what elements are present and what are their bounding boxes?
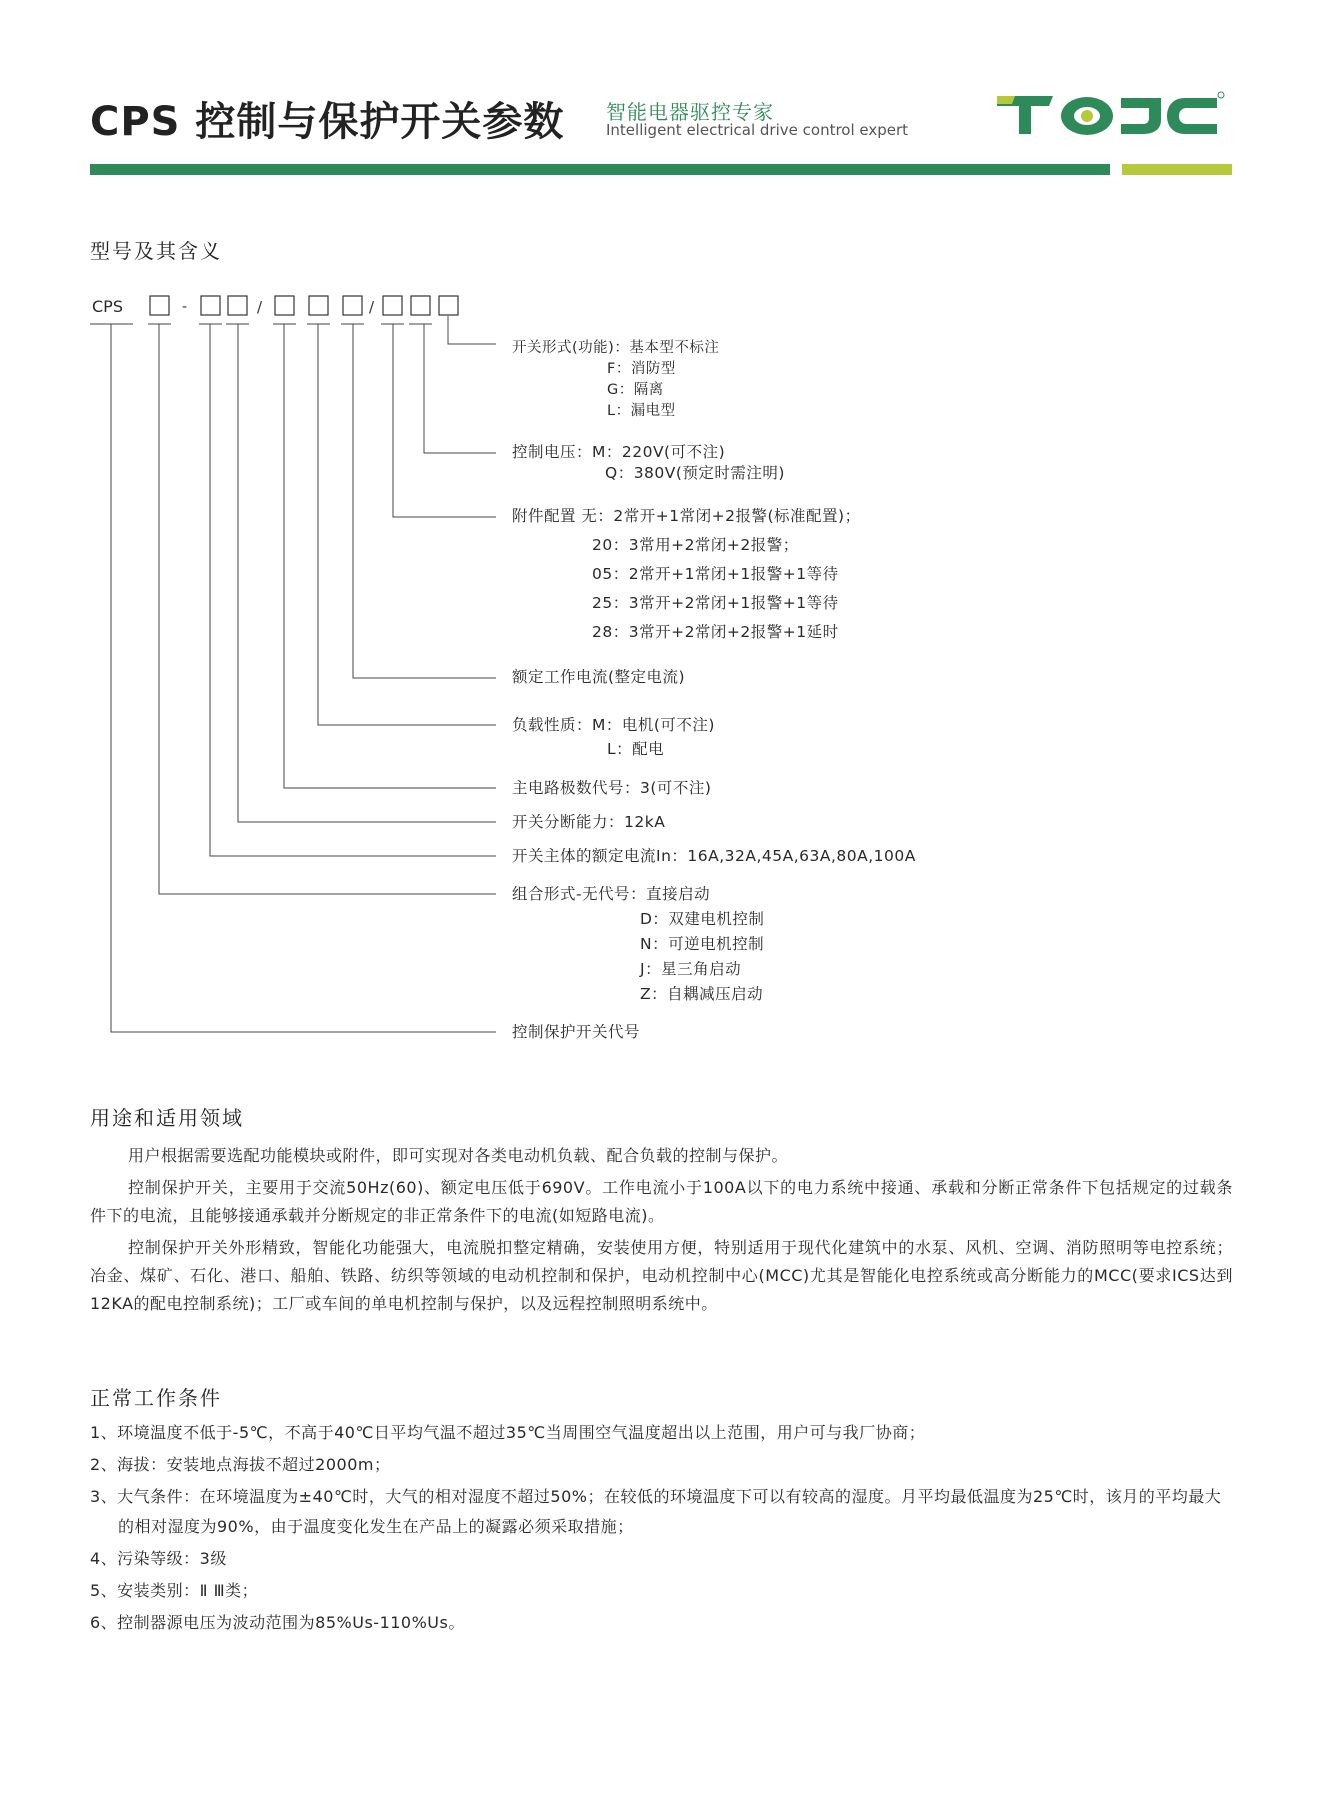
- label-combo-title: 组合形式-无代号：直接启动: [512, 885, 711, 903]
- label-code: 控制保护开关代号: [512, 1023, 641, 1041]
- condition-item-2: 2、海拔：安装地点海拔不超过2000m；: [90, 1455, 391, 1474]
- slogan-en: Intelligent electrical drive control expert: [606, 121, 909, 139]
- label-load-title: 负载性质：M：电机(可不注): [512, 716, 715, 734]
- condition-item-3: 3、大气条件：在环境温度为±40℃时，大气的相对湿度不超过50%；在较低的环境温度下可以有较高的湿度。月平均最低温度为25℃时，该月的平均最大的相对湿度为90%，由于温度变化发生在产品上的凝露必须采取措施；: [90, 1487, 1222, 1536]
- label-combo-d: D：双建电机控制: [640, 910, 765, 928]
- label-combo-z: Z：自耦减压启动: [640, 985, 764, 1003]
- label-volt-q: Q：380V(预定时需注明): [605, 464, 785, 482]
- condition-item-1: 1、环境温度不低于-5℃，不高于40℃日平均气温不超过35℃当周围空气温度超出以上范围，用户可与我厂协商；: [90, 1423, 926, 1442]
- slogan-cn: 智能电器驱控专家: [606, 100, 774, 124]
- label-combo-n: N：可逆电机控制: [640, 935, 765, 953]
- separator-dash: -: [182, 299, 188, 315]
- label-func-g: G：隔离: [607, 382, 664, 398]
- usage-paragraph-2: 控制保护开关，主要用于交流50Hz(60)、额定电压低于690V。工作电流小于100A以下的电力系统中接通、承载和分断正常条件下包括规定的过载条件下的电流，且能够接通承载并分断规定的非正常条件下的电流(如短路电流)。: [90, 1178, 1233, 1225]
- label-func-title: 开关形式(功能)：基本型不标注: [512, 340, 720, 356]
- condition-item-6: 6、控制器源电压为波动范围为85%Us-110%Us。: [90, 1613, 465, 1632]
- label-rated-current: 额定工作电流(整定电流): [512, 668, 686, 686]
- page-title: CPS 控制与保护开关参数: [90, 99, 565, 145]
- section-heading-conditions: 正常工作条件: [90, 1386, 222, 1410]
- section-heading-model: 型号及其含义: [90, 239, 222, 263]
- model-prefix: CPS: [92, 297, 123, 316]
- label-combo-j: J：星三角启动: [640, 960, 742, 978]
- label-acc-28: 28：3常开+2常闭+2报警+1延时: [592, 623, 839, 641]
- separator-slash-1: /: [257, 298, 263, 316]
- label-acc-25: 25：3常开+2常闭+1报警+1等待: [592, 594, 839, 612]
- label-breaking: 开关分断能力：12kA: [512, 813, 666, 831]
- label-poles: 主电路极数代号：3(可不注): [512, 779, 712, 797]
- label-load-l: L：配电: [607, 740, 665, 758]
- label-func-f: F：消防型: [607, 361, 676, 377]
- usage-paragraph-3: 控制保护开关外形精致，智能化功能强大，电流脱扣整定精确，安装使用方便，特别适用于现代化建筑中的水泵、风机、空调、消防照明等电控系统；冶金、煤矿、石化、港口、船舶、铁路、纺织等领域的电动机控制和保护，电动机控制中心(MCC)尤其是智能化电控系统或高分断能力的MCC(要求ICS达到12KA的配电控制系统)；工厂或车间的单电机控制与保护，以及远程控制照明系统中。: [90, 1238, 1233, 1313]
- label-func-l: L：漏电型: [607, 403, 676, 419]
- label-acc-title: 附件配置 无：2常开+1常闭+2报警(标准配置)；: [512, 507, 861, 525]
- label-in-current: 开关主体的额定电流In：16A,32A,45A,63A,80A,100A: [512, 847, 916, 865]
- separator-slash-2: /: [369, 298, 375, 316]
- label-acc-05: 05：2常开+1常闭+1报警+1等待: [592, 565, 839, 583]
- section-heading-usage: 用途和适用领域: [90, 1106, 244, 1130]
- label-acc-20: 20：3常用+2常闭+2报警；: [592, 536, 799, 554]
- condition-item-5: 5、安装类别：Ⅱ Ⅲ类；: [90, 1581, 259, 1600]
- condition-item-4: 4、污染等级：3级: [90, 1549, 227, 1568]
- label-volt-title: 控制电压：M：220V(可不注): [512, 443, 726, 461]
- usage-paragraph-1: 用户根据需要选配功能模块或附件，即可实现对各类电动机负载、配合负载的控制与保护。: [128, 1146, 789, 1165]
